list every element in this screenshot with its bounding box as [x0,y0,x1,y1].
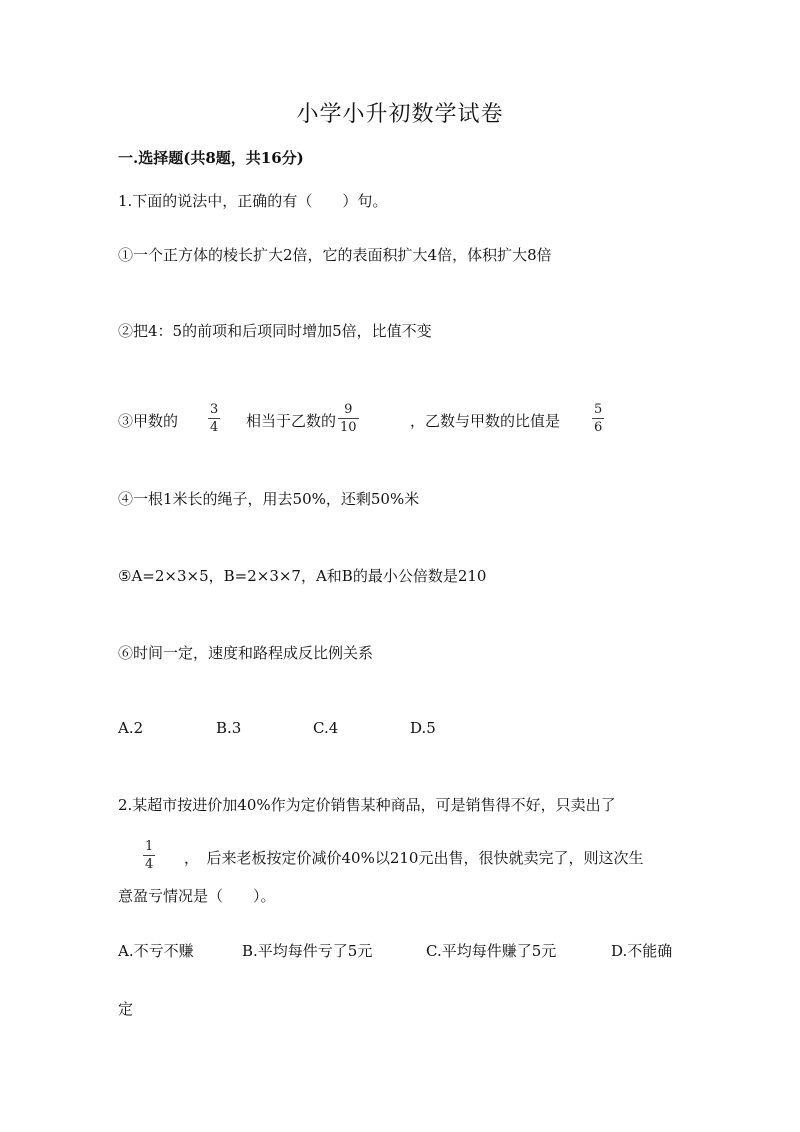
question-2-stem-line-1: 2.某超市按进价加40%作为定价销售某种商品，可是销售得不好，只卖出了 [118,796,616,814]
q1-option-c[interactable]: C.4 [313,719,339,737]
q2-option-a[interactable]: A.不亏不赚 [118,942,194,960]
fraction-denominator: 10 [340,420,357,435]
page-title: 小学小升初数学试卷 [296,102,504,127]
statement-6: ⑥时间一定，速度和路程成反比例关系 [118,644,374,662]
question-1-stem: 1.下面的说法中，正确的有（ ）句。 [118,192,388,210]
fraction-denominator: 6 [594,420,603,435]
statement-1: ①一个正方体的棱长扩大2倍，它的表面积扩大4倍，体积扩大8倍 [118,246,552,264]
statement-3-part-b: 相当于乙数的 [246,412,337,430]
fraction-numerator: 3 [210,402,219,417]
statement-3-part-a: ③甲数的 [118,412,179,430]
fraction-one-quarter [143,840,155,871]
fraction-nine-tenths [338,403,359,434]
statement-5: ⑤A=2×3×5，B=2×3×7，A和B的最小公倍数是210 [118,567,487,585]
q2-option-b[interactable]: B.平均每件亏了5元 [242,942,373,960]
statement-2: ②把4：5的前项和后项同时增加5倍，比值不变 [118,322,432,340]
question-2-stem-line-3: 意盈亏情况是（ ）。 [118,887,276,905]
q2-option-c[interactable]: C.平均每件赚了5元 [426,942,557,960]
fraction-denominator: 4 [145,857,154,872]
q1-option-b[interactable]: B.3 [216,719,242,737]
q2-option-d-wrap: 定 [118,1000,134,1018]
q1-option-d[interactable]: D.5 [410,719,436,737]
fraction-numerator: 5 [594,402,603,417]
question-2-stem-line-2: ， 后来老板按定价减价40%以210元出售，很快就卖完了，则这次生 [184,849,644,867]
fraction-numerator: 9 [344,402,353,417]
fraction-three-quarters [208,403,220,434]
fraction-five-sixths [592,403,604,434]
q1-option-a[interactable]: A.2 [118,719,144,737]
statement-4: ④一根1米长的绳子，用去50%，还剩50%米 [118,490,420,508]
section-heading: 一.选择题(共8题，共16分) [118,149,304,167]
fraction-denominator: 4 [210,420,219,435]
fraction-numerator: 1 [145,839,154,854]
q2-option-d[interactable]: D.不能确 [611,942,673,960]
statement-3-part-c: ，乙数与甲数的比值是 [410,412,561,430]
